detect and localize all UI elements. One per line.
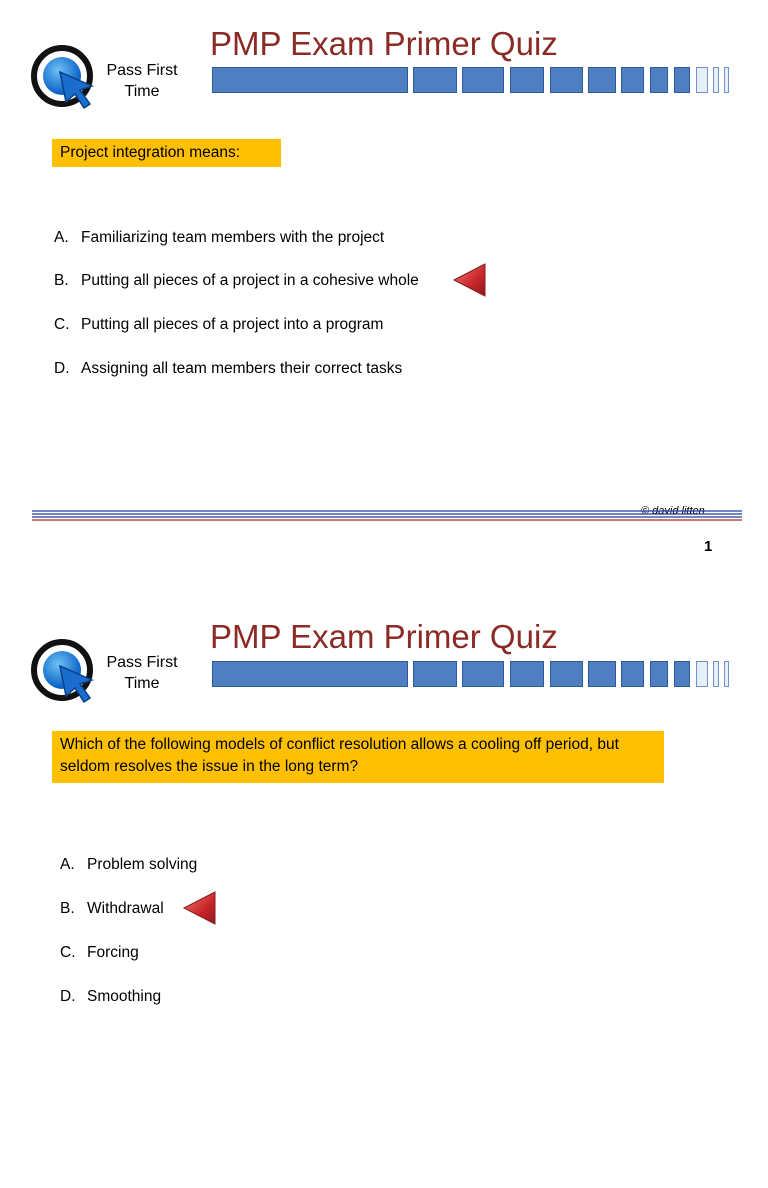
- progress-segment: [724, 67, 729, 93]
- progress-segment: [696, 67, 708, 93]
- progress-segment: [413, 67, 457, 93]
- option-letter: D.: [54, 360, 70, 377]
- progress-bar-strip: [212, 661, 737, 689]
- progress-segment: [696, 661, 708, 687]
- progress-segment: [674, 661, 690, 687]
- progress-segment: [621, 661, 644, 687]
- brand-text: [92, 60, 192, 102]
- option-text: Familiarizing team members with the project: [81, 229, 385, 246]
- answer-option-a: [60, 855, 197, 875]
- progress-segment: [588, 661, 616, 687]
- answer-option-b: [54, 271, 419, 291]
- option-text: Forcing: [87, 944, 139, 961]
- answer-option-d: [54, 359, 402, 379]
- page-number: 1: [704, 538, 713, 555]
- answer-option-d: [60, 987, 161, 1007]
- option-text: Withdrawal: [87, 900, 164, 917]
- red-triangle-pointer-icon: [182, 889, 218, 927]
- progress-segment: [510, 661, 544, 687]
- progress-segment: [413, 661, 457, 687]
- option-letter: A.: [54, 229, 69, 246]
- progress-segment: [588, 67, 616, 93]
- red-triangle-pointer-icon: [452, 261, 488, 299]
- option-text: Putting all pieces of a project into a program: [81, 316, 384, 333]
- quiz-slide-2: [0, 594, 768, 1188]
- answer-option-c: [60, 943, 139, 963]
- progress-segment: [510, 67, 544, 93]
- question-box: Project integration means:: [52, 139, 281, 167]
- copyright-text: © david litten: [641, 505, 705, 517]
- option-text: Putting all pieces of a project in a cohesive whole: [81, 272, 419, 289]
- option-letter: B.: [54, 272, 69, 289]
- progress-segment: [650, 661, 668, 687]
- progress-segment: [621, 67, 644, 93]
- option-letter: D.: [60, 988, 76, 1005]
- progress-segment: [212, 67, 408, 93]
- option-letter: C.: [54, 316, 70, 333]
- option-text: Problem solving: [87, 856, 198, 873]
- question-box: Which of the following models of conflict resolution allows a cooling off period, but seldom resolves the issue in the long term?: [52, 731, 664, 783]
- option-text: Assigning all team members their correct tasks: [81, 360, 403, 377]
- brand-line-2: Time: [124, 675, 160, 692]
- option-letter: B.: [60, 900, 75, 917]
- progress-segment: [462, 67, 504, 93]
- answer-option-b: [60, 899, 164, 919]
- footer-rule: [32, 509, 742, 523]
- pass-first-time-logo-icon: [30, 636, 100, 706]
- progress-segment: [674, 67, 690, 93]
- progress-segment: [550, 67, 583, 93]
- progress-segment: [462, 661, 504, 687]
- progress-bar-strip: [212, 67, 737, 95]
- slide-title: PMP Exam Primer Quiz: [210, 618, 558, 655]
- option-letter: A.: [60, 856, 75, 873]
- option-letter: C.: [60, 944, 76, 961]
- pass-first-time-logo-icon: [30, 42, 100, 112]
- progress-segment: [550, 661, 583, 687]
- brand-text: [92, 652, 192, 694]
- brand-line-1: Pass First: [106, 62, 178, 79]
- option-text: Smoothing: [87, 988, 162, 1005]
- progress-segment: [650, 67, 668, 93]
- progress-segment: [713, 661, 719, 687]
- brand-line-1: Pass First: [106, 654, 178, 671]
- progress-segment: [713, 67, 719, 93]
- progress-segment: [724, 661, 729, 687]
- progress-segment: [212, 661, 408, 687]
- answer-option-c: [54, 315, 383, 335]
- slide-title: PMP Exam Primer Quiz: [210, 25, 558, 62]
- answer-option-a: [54, 228, 384, 248]
- brand-line-2: Time: [124, 83, 160, 100]
